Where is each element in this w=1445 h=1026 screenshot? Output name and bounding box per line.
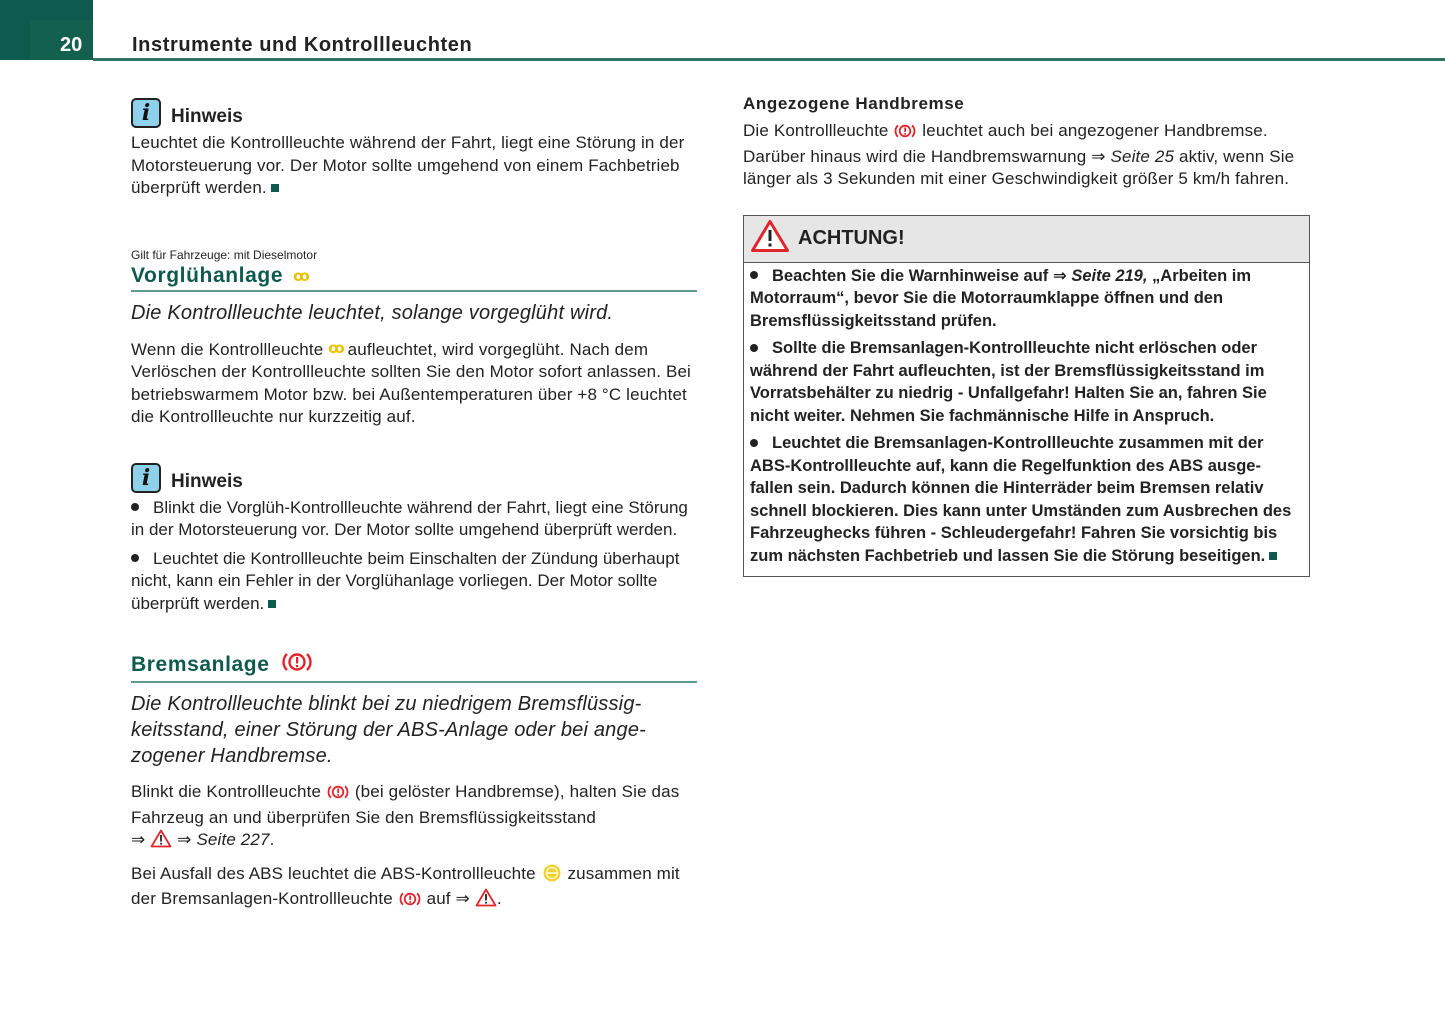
chapter-title: Instrumente und Kontrollleuchten <box>132 34 473 56</box>
body-text: aktiv, wenn Sie länger als 3 Sekunden mit einer Geschwindigkeit größer 5 km/h fahren. <box>743 146 1295 188</box>
page-reference-link[interactable]: Seite 227 <box>196 830 270 849</box>
header-rule <box>93 58 1445 61</box>
warning-text: „Arbeiten im Motorraum“, bevor Sie die Motorraumklappe öffnen und den Bremsflüssigkeitsstand prüfen. <box>750 266 1252 330</box>
arrow-text: ⇒ <box>177 830 192 849</box>
body-text: Blinkt die Kontrollleuchte <box>131 782 322 801</box>
abs-warning-icon <box>541 864 563 889</box>
bullet-text: Blinkt die Vorglüh-Kontrollleuchte während der Fahrt, liegt eine Störung in der Motorsteuerung vor. Der Motor sollte umgehend überprüft werden. <box>131 497 688 539</box>
bullet-icon <box>131 554 139 562</box>
page-number: 20 <box>60 34 83 56</box>
vorgluehanlage-body <box>131 338 697 429</box>
section-title-text: Vorglühanlage <box>131 263 284 287</box>
warning-body <box>744 263 1309 577</box>
warning-item <box>750 337 1303 427</box>
warning-triangle-icon[interactable] <box>475 888 497 914</box>
right-column <box>743 94 1309 577</box>
warning-text: Beachten Sie die Warnhinweise auf ⇒ <box>772 266 1067 285</box>
hinweis-text-content: Leuchtet die Kontrollleuchte während der Fahrt, liegt eine Störung in der Motorsteuerung vor. Der Motor sollte umgehend von einem Fachbetrieb überprüft werden. <box>131 133 685 197</box>
warning-item <box>750 432 1303 567</box>
warning-item <box>750 265 1303 333</box>
hinweis-title: Hinweis <box>171 106 243 127</box>
body-text: leuchtet auch bei angezogener Handbremse. Darüber hinaus wird die Handbremswarnung ⇒ <box>743 121 1268 166</box>
body-text: auf ⇒ <box>426 889 470 908</box>
hinweis-text <box>131 132 697 200</box>
left-column <box>131 98 697 914</box>
bullet-icon <box>750 344 758 352</box>
handbremse-paragraph <box>743 120 1309 191</box>
warning-text: Sollte die Bremsanlagen-Kontrollleuchte nicht erlöschen oder während der Fahrt aufleuchten, ist der Bremsflüssigkeitsstand im Vorratsbehälter zu niedrig - Unfallgefahr! Halten Sie an, fahren Sie nicht weiter. Nehmen Sie fachmännische Hilfe in Anspruch. <box>750 339 1267 425</box>
applies-to-note: Gilt für Fahrzeuge: mit Dieselmotor <box>131 247 318 262</box>
brake-warning-icon <box>398 891 422 914</box>
bullet-icon <box>131 503 139 511</box>
section-lead: Die Kontrollleuchte blinkt bei zu niedrigem Bremsflüssig-keitsstand, einer Störung der ABS-Anlage oder bei ange-zogener Handbremse. <box>131 693 647 767</box>
section-title-bremsanlage <box>131 651 697 683</box>
section-lead: Die Kontrollleuchte leuchtet, solange vorgeglüht wird. <box>131 301 614 324</box>
body-text: aufleuchtet, wird vorgeglüht. Nach dem Verlöschen der Kontrollleuchte sollten Sie den Motor sofort anlassen. Bei betriebswarmem Motor bzw. bei Außentemperaturen über +8 °C leuchtet die Kontrollleuchte nur kurzzeitig auf. <box>131 339 691 426</box>
subheading-handbremse: Angezogene Handbremse <box>743 94 965 113</box>
warning-triangle-icon <box>750 219 790 258</box>
bullet-icon <box>750 271 758 279</box>
bremsanlage-paragraph-1: Blinkt die Kontrollleuchte (bei gelöster Handbremse), halten Sie das Fahrzeug an und überprüfen Sie den Bremsflüssigkeitsstand ⇒ ⇒ Seite 227. <box>131 781 697 855</box>
section-title-text: Bremsanlage <box>131 653 270 676</box>
body-text: (bei gelöster Handbremse), halten Sie das Fahrzeug an und überprüfen Sie den Bremsflüssigkeitsstand <box>131 782 680 827</box>
hinweis-title: Hinweis <box>171 470 243 492</box>
warning-title: ACHTUNG! <box>798 227 905 249</box>
warning-box <box>743 215 1310 578</box>
end-mark-icon <box>1269 552 1277 560</box>
hinweis-header <box>131 463 697 493</box>
page-reference-link[interactable]: Seite 219, <box>1071 266 1148 285</box>
arrow-text: ⇒ <box>131 830 146 849</box>
hinweis-note-2 <box>131 463 697 616</box>
body-text: Bei Ausfall des ABS leuchtet die ABS-Kontrollleuchte <box>131 863 536 883</box>
glow-plug-icon: ꝏ <box>293 267 308 285</box>
warning-header <box>744 216 1309 263</box>
hinweis-bullet <box>131 497 697 542</box>
body-text: zusammen mit der Bremsanlagen-Kontrollleuchte <box>131 863 680 908</box>
body-text: Wenn die Kontrollleuchte <box>131 339 324 359</box>
section-title-vorgluehanlage <box>131 264 697 292</box>
info-icon: i <box>131 98 161 128</box>
page-reference-link[interactable]: Seite 25 <box>1110 146 1175 166</box>
hinweis-bullet <box>131 548 697 616</box>
end-mark-icon <box>268 600 276 608</box>
glow-plug-icon: ꝏ <box>328 339 343 357</box>
warning-triangle-icon[interactable] <box>150 829 172 855</box>
body-text: Die Kontrollleuchte <box>743 121 889 140</box>
bremsanlage-paragraph-2: Bei Ausfall des ABS leuchtet die ABS-Kontrollleuchte zusammen mit der Bremsanlagen-Kontrollleuchte auf ⇒ . <box>131 863 697 914</box>
warning-text: Leuchtet die Bremsanlagen-Kontrollleuchte zusammen mit der ABS-Kontrollleuchte auf, kann die Regelfunktion des ABS ausge-fallen sein. Dadurch können die Hinterräder beim Bremsen relativ schnell blockieren. Dies kann unter Umständen zum Ausbrechen des Fahrzeughecks führen - Schleudergefahr! Fahren Sie vorsichtig bis zum nächsten Fachbetrieb und lassen Sie die Störung beseitigen. <box>750 434 1292 565</box>
brake-warning-icon <box>893 123 917 146</box>
end-mark-icon <box>271 184 279 192</box>
hinweis-header <box>131 98 697 128</box>
hinweis-note-1 <box>131 98 697 200</box>
bullet-text: Leuchtet die Kontrollleuchte beim Einschalten der Zündung überhaupt nicht, kann ein Fehler in der Vorglühanlage vorliegen. Der Motor sollte überprüft werden. <box>131 548 680 613</box>
bullet-icon <box>750 439 758 447</box>
brake-warning-icon <box>326 784 350 807</box>
brake-warning-icon <box>280 651 314 679</box>
info-icon: i <box>131 463 161 493</box>
